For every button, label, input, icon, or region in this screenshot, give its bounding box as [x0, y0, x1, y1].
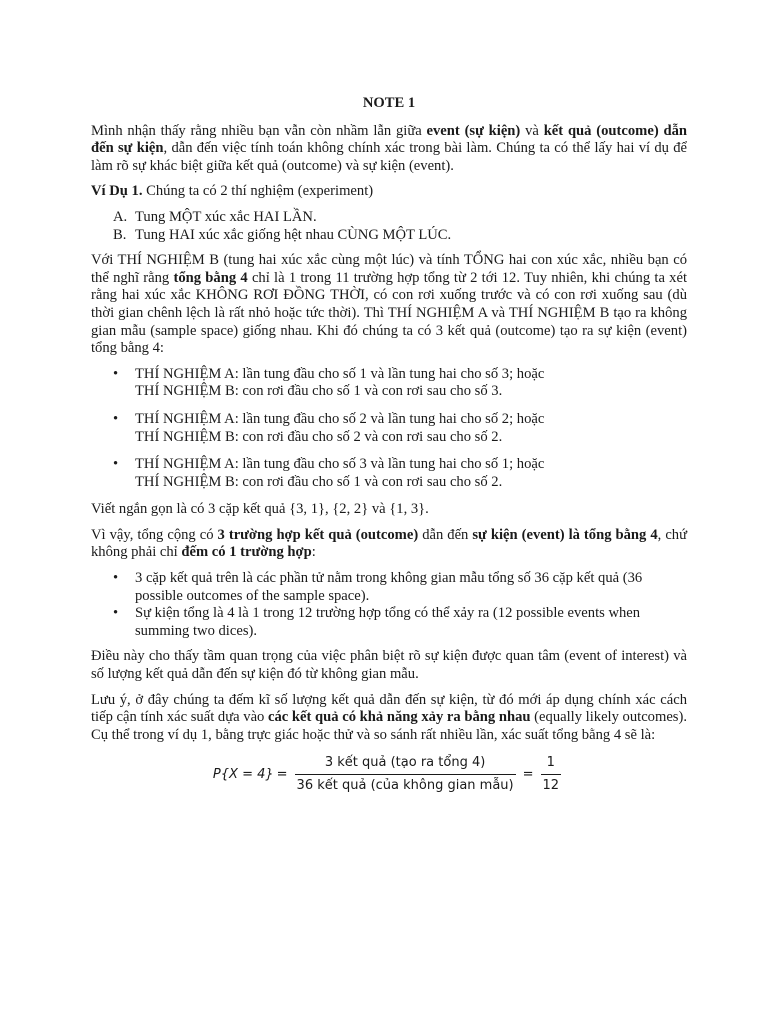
bullet-icon: • [113, 456, 119, 473]
result-denominator: 12 [541, 774, 562, 795]
para3-text-4: : [311, 544, 316, 561]
list-item [91, 209, 687, 227]
fraction-numerator: 3 kết quả (tạo ra tổng 4) [324, 755, 486, 771]
para3-bold-count: đếm có 1 trường hợp [181, 544, 312, 561]
case-a-text: THÍ NGHIỆM A: lần tung đầu cho số 1 và lần tung hai cho số 3; hoặc [135, 365, 545, 382]
para2-text-2: chỉ là 1 trong 11 trường hợp tổng từ 2 tới 12. Tuy nhiên, khi chúng ta xét rằng hai xúc xắc KHÔNG RƠI ĐỒNG THỜI, có con rơi xuống trước và có con rơi xuống sau (dù thời gian chênh lệch là rất nhỏ hoặc tức thời). Thì THÍ NGHIỆM A và THÍ NGHIỆM B tạo ra không gian mẫu (sample space) giống nhau. Khi đó chúng ta có 3 kết quả (outcome) tạo ra sự kiện (event) tổng bằng 4: [91, 269, 688, 357]
intro-bold-event: event (sự kiện) [426, 122, 521, 139]
intro-text-3: , dẫn đến việc tính toán không chính xác trong bài làm. Chúng ta có thể lấy hai ví dụ để làm rõ sự khác biệt giữa kết quả (outcome) và sự kiện (event). [91, 140, 687, 174]
experiment-b-paragraph [91, 252, 687, 358]
para2-text-1: Với THÍ NGHIỆM B (tung hai xúc xắc cùng một lúc) và tính TỔNG hai con xúc xắc, nhiều bạn có thể nghĩ rằng [91, 252, 687, 286]
note-text: 3 cặp kết quả trên là các phần tử nằm trong không gian mẫu tổng số 36 cặp kết quả (36 possible outcomes of the sample space). [135, 570, 643, 604]
intro-paragraph [91, 123, 687, 176]
bullet-icon: • [113, 605, 119, 622]
para3-text-2: dẫn đến [418, 526, 473, 543]
para3-text-3: , chứ không phải chỉ [91, 526, 688, 561]
summary-paragraph: Viết ngắn gọn là có 3 cặp kết quả {3, 1}, {2, 2} và {1, 3}. [91, 501, 429, 518]
para3-bold-outcomes: 3 trường hợp kết quả (outcome) [217, 526, 419, 543]
bullet-icon: • [113, 365, 119, 382]
formula-equals: = [522, 766, 534, 782]
formula-equals: = [276, 766, 288, 782]
case-b-text: THÍ NGHIỆM B: con rơi đầu cho số 1 và con rơi sau cho số 3. [135, 383, 503, 400]
case-a-text: THÍ NGHIỆM A: lần tung đầu cho số 3 và lần tung hai cho số 1; hoặc [135, 456, 545, 473]
para3-text-1: Vì vậy, tổng cộng có [91, 526, 218, 543]
list-item [91, 411, 687, 446]
document-page [91, 95, 687, 795]
fraction-denominator: 36 kết quả (của không gian mẫu) [295, 774, 516, 795]
result-numerator: 1 [546, 755, 555, 771]
conclusion-paragraph [91, 527, 687, 562]
case-a-text: THÍ NGHIỆM A: lần tung đầu cho số 2 và lần tung hai cho số 2; hoặc [135, 410, 545, 427]
importance-paragraph: Điều này cho thấy tầm quan trọng của việc phân biệt rõ sự kiện được quan tâm (event of interest) và số lượng kết quả dẫn đến sự kiện đó từ không gian mẫu. [91, 648, 687, 683]
list-item [91, 366, 687, 401]
para2-bold-sum: tổng bằng 4 [173, 269, 248, 286]
page-title: NOTE 1 [362, 95, 416, 111]
probability-formula [91, 754, 687, 794]
result-fraction [541, 754, 562, 794]
list-item-text: Tung MỘT xúc xắc HAI LẦN. [135, 208, 317, 225]
para5-bold-equally-likely: các kết quả có khả năng xảy ra bằng nhau [268, 709, 531, 726]
formula-lhs: P{X = 4} [212, 766, 274, 782]
cases-list [91, 366, 687, 492]
example-label: Ví Dụ 1. [91, 183, 143, 200]
list-item [91, 570, 687, 605]
para3-bold-event: sự kiện (event) là tổng bằng 4 [472, 526, 658, 543]
list-item-text: Tung HAI xúc xắc giống hệt nhau CÙNG MỘT LÚC. [135, 226, 452, 243]
para5-text-2: (equally likely outcomes). Cụ thể trong ví dụ 1, bằng trực giác hoặc thử và so sánh rất nhiều lần, xác suất tổng bằng 4 sẽ là: [91, 709, 687, 743]
notes-list [91, 570, 687, 640]
list-item [91, 227, 687, 245]
formula-fraction [295, 754, 516, 794]
case-b-text: THÍ NGHIỆM B: con rơi đầu cho số 2 và con rơi sau cho số 2. [135, 428, 503, 445]
intro-text-2: và [520, 122, 544, 139]
case-b-text: THÍ NGHIỆM B: con rơi đầu cho số 1 và con rơi sau cho số 2. [135, 473, 503, 490]
intro-text-1: Mình nhận thấy rằng nhiều bạn vẫn còn nhầm lẫn giữa [91, 122, 427, 139]
list-item [91, 456, 687, 491]
experiment-list [91, 209, 687, 244]
list-marker: A. [113, 208, 128, 225]
example-text: Chúng ta có 2 thí nghiệm (experiment) [142, 183, 374, 200]
bullet-icon: • [113, 570, 119, 587]
note-text: Sự kiện tổng là 4 là 1 trong 12 trường hợp tổng có thể xảy ra (12 possible events when summing two dices). [135, 605, 641, 639]
para5-text-1: Lưu ý, ở đây chúng ta đếm kĩ số lượng kết quả dẫn đến sự kiện, từ đó mới áp dụng chính xác cách tiếp cận tính xác suất dựa vào [91, 691, 687, 726]
example-heading [91, 183, 687, 201]
list-item [91, 605, 687, 640]
list-marker: B. [113, 226, 127, 243]
bullet-icon: • [113, 410, 119, 427]
note-paragraph [91, 692, 687, 745]
intro-bold-outcome: kết quả (outcome) dẫn đến sự kiện [91, 122, 688, 157]
